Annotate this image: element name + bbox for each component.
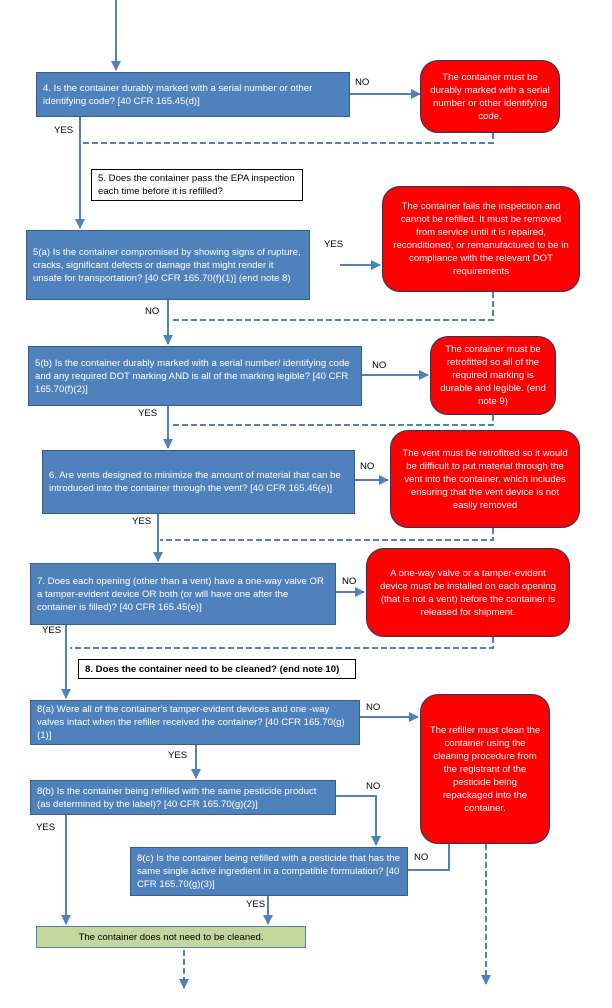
- question-5b-text: 5(b) Is the container durably marked with a serial number/ identifying code and any required DOT marking AND is all of the marking legible? [40 CFR 165.70(f)(2)]: [35, 357, 350, 395]
- no-cleaning-needed-text: The container does not need to be cleaned.: [78, 931, 264, 943]
- question-5b-box: [28, 346, 362, 406]
- question-8c-text: 8(c) Is the container being refilled with a pesticide that has the same single active ingredient in a compatible formulation? [40 CFR 165.70(g)(3)]: [137, 853, 400, 890]
- label-no-q8c: NO: [414, 852, 429, 863]
- question-6-box: [42, 450, 355, 514]
- label-no-q5a: NO: [145, 306, 160, 317]
- question-5-box: [91, 169, 303, 201]
- label-no-q4: NO: [355, 77, 370, 88]
- outcome-6-text: The vent must be retrofitted so it would be difficult to put material through the vent into the container, which includes ensuring that the vent device is not easily removed: [402, 447, 568, 511]
- question-8-text: 8. Does the container need to be cleaned? (end note 10): [85, 663, 340, 675]
- no-cleaning-needed-box: [36, 926, 306, 948]
- question-6-text: 6. Are vents designed to minimize the amount of material that can be introduced into the container through the vent? [40 CFR 165.45(e)]: [49, 470, 341, 494]
- question-5a-text: 5(a) Is the container compromised by showing signs of rupture, cracks, significant defects or damage that might render it unsafe for transportation? [40 CFR 165.70(f)(1)] (end note 8): [33, 246, 301, 284]
- outcome-8-text: The refiller must clean the container using the cleaning procedure from the registrant of the pesticide being repackaged into the container.: [429, 724, 541, 814]
- label-yes-q7: YES: [42, 625, 62, 636]
- label-yes-q5b: YES: [138, 408, 158, 419]
- label-no-q6: NO: [360, 461, 375, 472]
- label-no-q7: NO: [342, 576, 357, 587]
- question-8b-box: [30, 780, 336, 815]
- outcome-4-box: [420, 60, 560, 133]
- label-yes-q4: YES: [54, 125, 74, 136]
- label-yes-q5a: YES: [324, 239, 344, 250]
- question-4-box: [36, 72, 350, 117]
- outcome-4-text: The container must be durably marked with a serial number or other identifying code.: [430, 71, 550, 122]
- label-yes-q8b: YES: [36, 822, 56, 833]
- label-no-q8a: NO: [366, 702, 381, 713]
- label-no-q8b: NO: [366, 781, 381, 792]
- question-8b-text: 8(b) Is the container being refilled with the same pesticide product (as determined by the label)? [40 CFR 165.70(g)(2)]: [37, 785, 317, 810]
- label-yes-q8a: YES: [168, 750, 188, 761]
- outcome-8-box: [420, 694, 550, 844]
- outcome-5b-text: The container must be retrofitted so all of the required marking is durable and legible. (end note 9): [440, 344, 546, 407]
- question-8-box: [78, 659, 356, 679]
- question-7-text: 7. Does each opening (other than a vent) have a one-way valve OR a tamper-evident device OR both (or will have one after the container is filled)? [40 CFR 165.45(e)]: [37, 575, 324, 613]
- label-yes-q6: YES: [132, 516, 152, 527]
- question-4-text: 4. Is the container durably marked with a serial number or other identifying code? [40 CFR 165.45(d)]: [43, 82, 313, 107]
- question-8c-box: [130, 847, 408, 896]
- outcome-5b-box: [430, 336, 556, 415]
- question-8a-box: [30, 700, 360, 745]
- label-no-q5b: NO: [372, 360, 387, 371]
- label-yes-q8c: YES: [246, 899, 266, 910]
- question-5-text: 5. Does the container pass the EPA inspection each time before it is refilled?: [98, 173, 295, 197]
- outcome-7-text: A one-way valve or a tamper-evident device must be installed on each opening (that is not a vent) before the container is released for shipment.: [379, 567, 556, 618]
- question-7-box: [30, 563, 336, 625]
- outcome-5a-text: The container fails the inspection and cannot be refilled. It must be removed from service until it is repaired, reconditioned, or remanufactured to be in compliance with the relevant DOT requirements: [393, 201, 569, 277]
- question-5a-box: [26, 230, 310, 300]
- question-8a-text: 8(a) Were all of the container's tamper-evident devices and one -way valves intact when the refiller received the container? [40 CFR 165.70(g)(1)]: [37, 704, 345, 741]
- outcome-7-box: [366, 548, 570, 637]
- outcome-6-box: [390, 430, 580, 528]
- outcome-5a-box: [382, 186, 580, 292]
